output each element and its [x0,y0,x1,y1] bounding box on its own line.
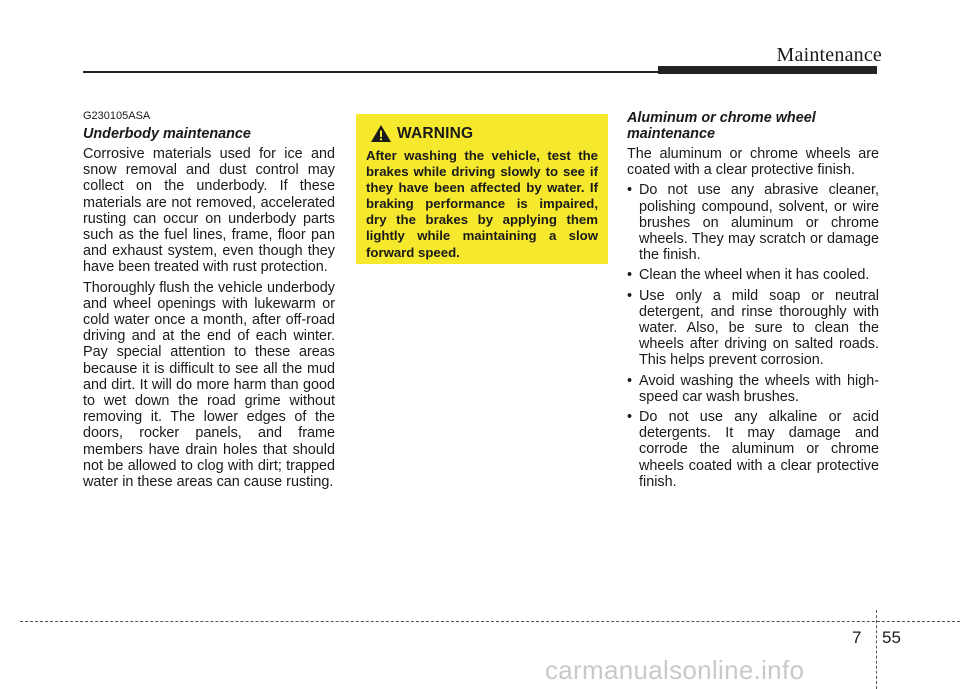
list-item: • Avoid washing the wheels with high-speed car wash brushes. [627,373,879,405]
page-header-title: Maintenance [776,44,882,66]
watermark: carmanualsonline.info [545,655,805,685]
section-code: G230105ASA [83,110,151,122]
footer-divider [876,610,877,689]
wheel-heading: Aluminum or chrome wheel maintenance [627,110,816,142]
underbody-paragraph-1: Corrosive materials used for ice and snow removal and dust control may collect on the underbody. If these materials are not removed, accelerated rusting can occur on underbody parts such as the fuel lines, frame, floor pan and exhaust system, even though they have been treated with rust protection. [83,146,335,276]
left-column [83,110,335,494]
right-column [627,110,879,494]
wheel-intro: The aluminum or chrome wheels are coated with a clear protective finish. [627,146,879,179]
page-number: 55 [882,628,901,647]
underbody-heading: Underbody maintenance [83,126,251,142]
warning-text: After washing the vehicle, test the brakes while driving slowly to see if they have been affected by water. If braking performance is impaired, dry the brakes by applying them lightly while maintaining a slow forward speed. [366,148,598,260]
warning-header [370,124,598,143]
header-rule-thick [658,66,877,74]
warning-triangle-icon [370,124,392,143]
list-item: • Do not use any alkaline or acid detergents. It may damage and corrode the aluminum or chrome wheels coated with a clear protective finish. [627,409,879,490]
warning-box [356,114,608,264]
footer-rule [20,621,960,622]
list-item: • Do not use any abrasive cleaner, polishing compound, solvent, or wire brushes on aluminum or chrome wheels. They may scratch or damage the finish. [627,182,879,263]
underbody-paragraph-2: Thoroughly flush the vehicle underbody and wheel openings with lukewarm or cold water once a month, after off-road driving and at the end of each winter. Pay special attention to these areas because it is difficult to see all the mud and dirt. It will do more harm than good to wet down the road grime without removing it. The lower edges of the doors, rocker panels, and frame members have drain holes that should not be allowed to clog with dirt; trapped water in these areas can cause rusting. [83,279,335,491]
wheel-bullet-list [627,182,879,490]
header-rule-thin [83,71,658,73]
warning-title: WARNING [397,124,474,142]
list-item: • Use only a mild soap or neutral detergent, and rinse thoroughly with water. Also, be sure to clean the wheels after driving on salted roads. This helps prevent corrosion. [627,288,879,369]
list-item: • Clean the wheel when it has cooled. [627,267,879,283]
chapter-number: 7 [852,628,862,647]
